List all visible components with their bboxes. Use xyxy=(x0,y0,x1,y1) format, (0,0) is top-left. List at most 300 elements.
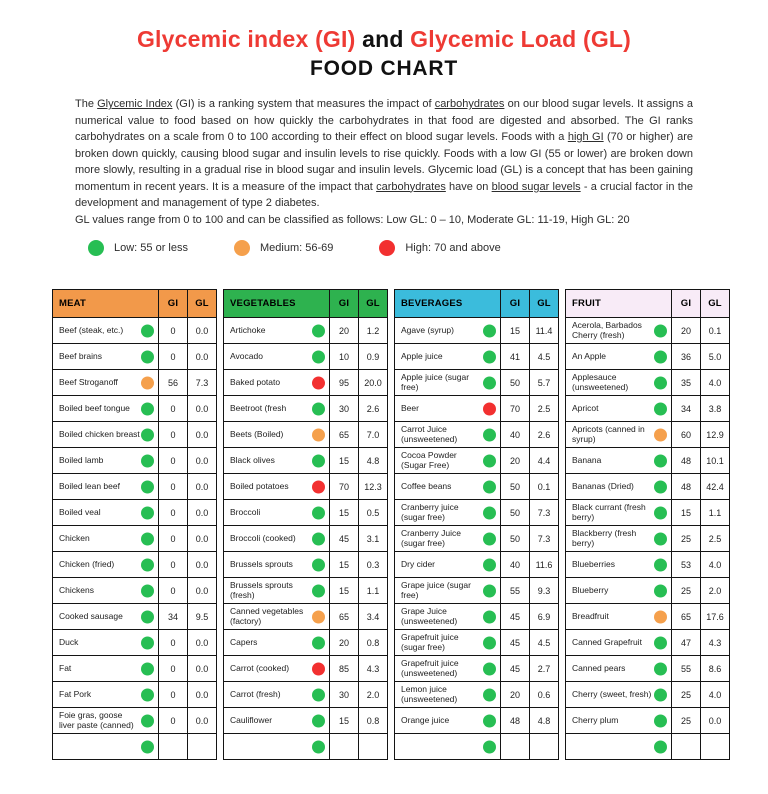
table-row xyxy=(224,370,388,396)
gi-value: 0 xyxy=(159,708,188,734)
food-label-cell xyxy=(53,396,159,422)
table-row xyxy=(566,318,730,344)
food-label-cell xyxy=(224,448,330,474)
food-label: Beets (Boiled) xyxy=(230,428,284,439)
gl-value: 0.0 xyxy=(188,396,217,422)
table-row xyxy=(53,500,217,526)
food-label-cell xyxy=(566,552,672,578)
category-header: BEVERAGES xyxy=(395,290,501,318)
gl-value: 2.0 xyxy=(701,578,730,604)
food-label-cell xyxy=(395,734,501,760)
table-row xyxy=(566,500,730,526)
food-label: Applesauce (unsweetened) xyxy=(572,371,629,392)
food-label-cell xyxy=(224,708,330,734)
food-label-cell xyxy=(566,500,672,526)
gl-value: 3.1 xyxy=(359,526,388,552)
gi-value: 20 xyxy=(330,318,359,344)
food-label: Grapefruit juice (sugar free) xyxy=(401,631,459,652)
legend-item-high xyxy=(379,240,500,256)
gl-value: 0.9 xyxy=(359,344,388,370)
food-label-cell xyxy=(53,448,159,474)
legend-label-high: High: 70 and above xyxy=(405,242,501,254)
food-label-cell xyxy=(53,656,159,682)
gl-value: 4.5 xyxy=(530,630,559,656)
legend-item-low xyxy=(88,240,188,256)
table-row xyxy=(53,344,217,370)
gi-header: GI xyxy=(501,290,530,318)
low-level-dot-icon xyxy=(483,714,496,727)
food-label: Carrot (fresh) xyxy=(230,688,281,699)
underlined-high-gi: high GI xyxy=(567,131,604,143)
gi-value: 20 xyxy=(501,448,530,474)
gl-header: GL xyxy=(701,290,730,318)
gl-value: 5.7 xyxy=(530,370,559,396)
table-row xyxy=(395,682,559,708)
gl-value: 3.4 xyxy=(359,604,388,630)
gi-value: 0 xyxy=(159,396,188,422)
high-level-dot-icon xyxy=(312,662,325,675)
gl-value: 4.0 xyxy=(701,552,730,578)
medium-level-dot-icon xyxy=(654,610,667,623)
food-label-cell xyxy=(395,630,501,656)
table-row xyxy=(395,422,559,448)
low-level-dot-icon xyxy=(141,636,154,649)
low-level-dot-icon xyxy=(483,428,496,441)
food-label: Grape Juice (unsweetened) xyxy=(401,605,458,626)
food-label-cell xyxy=(53,682,159,708)
gl-value: 2.5 xyxy=(701,526,730,552)
gl-value: 0.5 xyxy=(359,500,388,526)
food-label-cell xyxy=(566,344,672,370)
food-label: Banana xyxy=(572,454,602,465)
low-level-dot-icon xyxy=(654,402,667,415)
table-header-row xyxy=(566,290,730,318)
food-label-cell xyxy=(395,682,501,708)
food-label: Cauliflower xyxy=(230,714,273,725)
gl-value: 3.8 xyxy=(701,396,730,422)
gl-value: 1.1 xyxy=(359,578,388,604)
food-label: Cooked sausage xyxy=(59,610,123,621)
food-label-cell xyxy=(395,526,501,552)
gi-value: 70 xyxy=(330,474,359,500)
low-level-dot-icon xyxy=(312,454,325,467)
gl-value: 0.8 xyxy=(359,630,388,656)
food-label: Apricot xyxy=(572,402,599,413)
gl-value: 10.1 xyxy=(701,448,730,474)
page-subtitle: FOOD CHART xyxy=(310,57,458,80)
food-label: Blueberries xyxy=(572,558,615,569)
food-label-cell xyxy=(566,656,672,682)
gl-value: 0.8 xyxy=(359,708,388,734)
food-label: Cocoa Powder (Sugar Free) xyxy=(401,449,457,470)
table-row xyxy=(224,656,388,682)
medium-level-dot-icon xyxy=(654,428,667,441)
gi-value: 15 xyxy=(330,552,359,578)
food-label: Duck xyxy=(59,636,79,647)
gl-value: 0.0 xyxy=(188,656,217,682)
gl-value: 2.7 xyxy=(530,656,559,682)
food-label: Bananas (Dried) xyxy=(572,480,634,491)
gl-value: 0.0 xyxy=(188,578,217,604)
gl-value: 7.3 xyxy=(188,370,217,396)
gl-value: 0.0 xyxy=(188,318,217,344)
food-label-cell xyxy=(566,734,672,760)
table-row xyxy=(53,396,217,422)
table-row xyxy=(224,630,388,656)
food-label-cell xyxy=(224,370,330,396)
food-label: Brussels sprouts xyxy=(230,558,293,569)
food-label-cell xyxy=(53,370,159,396)
food-label: Canned vegetables (factory) xyxy=(230,605,304,626)
table-row xyxy=(566,578,730,604)
food-label-cell xyxy=(53,500,159,526)
table-row xyxy=(395,578,559,604)
gi-value: 48 xyxy=(672,474,701,500)
gl-value: 12.9 xyxy=(701,422,730,448)
food-label: Carrot (cooked) xyxy=(230,662,290,673)
food-label-cell xyxy=(224,656,330,682)
low-level-dot-icon xyxy=(483,610,496,623)
table-row xyxy=(53,656,217,682)
gi-value: 15 xyxy=(330,708,359,734)
low-level-dot-icon xyxy=(141,324,154,337)
food-label: An Apple xyxy=(572,350,607,361)
gl-value: 42.4 xyxy=(701,474,730,500)
gl-value: 0.0 xyxy=(188,500,217,526)
low-level-dot-icon xyxy=(312,740,325,753)
low-level-dot-icon xyxy=(141,506,154,519)
low-level-dot-icon xyxy=(654,324,667,337)
underlined-carbohydrates-1: carbohydrates xyxy=(434,98,505,110)
table-row xyxy=(53,682,217,708)
food-label-cell xyxy=(224,578,330,604)
food-label: Beer xyxy=(401,402,419,413)
low-level-dot-icon xyxy=(654,584,667,597)
food-label: Baked potato xyxy=(230,376,281,387)
low-level-dot-icon xyxy=(483,376,496,389)
gi-value: 53 xyxy=(672,552,701,578)
gl-value: 5.0 xyxy=(701,344,730,370)
food-label-cell xyxy=(224,500,330,526)
table-row xyxy=(395,552,559,578)
gi-value: 50 xyxy=(501,474,530,500)
food-label-cell xyxy=(395,422,501,448)
gi-value: 15 xyxy=(330,500,359,526)
gl-value: 7.3 xyxy=(530,526,559,552)
gl-value: 6.9 xyxy=(530,604,559,630)
low-level-dot-icon xyxy=(312,558,325,571)
gi-value: 20 xyxy=(672,318,701,344)
gl-value: 8.6 xyxy=(701,656,730,682)
table-row xyxy=(566,474,730,500)
food-label: Grape juice (sugar free) xyxy=(401,579,471,600)
gl-value: 7.3 xyxy=(530,500,559,526)
gi-value: 55 xyxy=(501,578,530,604)
gl-range-line: GL values range from 0 to 100 and can be classified as follows: Low GL: 0 – 10, Moderate GL: 11-19, High GL: 20 xyxy=(75,213,630,226)
gl-value: 4.0 xyxy=(701,370,730,396)
food-label: Boiled potatoes xyxy=(230,480,289,491)
food-label-cell xyxy=(566,526,672,552)
food-label-cell xyxy=(224,318,330,344)
gl-value: 2.0 xyxy=(359,682,388,708)
food-label: Cherry plum xyxy=(572,714,619,725)
gi-value: 40 xyxy=(501,552,530,578)
table-row xyxy=(566,734,730,760)
food-label: Acerola, Barbados Cherry (fresh) xyxy=(572,319,642,340)
food-label: Cranberry juice (sugar free) xyxy=(401,501,459,522)
table-row xyxy=(566,604,730,630)
gl-value: 0.0 xyxy=(188,448,217,474)
food-label: Boiled veal xyxy=(59,506,101,517)
table-row xyxy=(566,370,730,396)
food-label: Canned pears xyxy=(572,662,626,673)
gi-header: GI xyxy=(672,290,701,318)
table-row xyxy=(53,604,217,630)
medium-level-dot-icon xyxy=(312,428,325,441)
low-level-dot-icon xyxy=(654,662,667,675)
gi-value xyxy=(672,734,701,760)
gl-value: 4.3 xyxy=(701,630,730,656)
food-label-cell xyxy=(395,396,501,422)
gi-value: 60 xyxy=(672,422,701,448)
low-level-dot-icon xyxy=(483,584,496,597)
gi-value: 20 xyxy=(330,630,359,656)
medium-level-dot-icon xyxy=(234,240,250,256)
food-tables xyxy=(52,289,730,760)
category-header: FRUIT xyxy=(566,290,672,318)
low-level-dot-icon xyxy=(141,480,154,493)
table-row xyxy=(224,604,388,630)
food-label-cell xyxy=(566,396,672,422)
table-row xyxy=(395,448,559,474)
low-level-dot-icon xyxy=(141,662,154,675)
table-row xyxy=(224,448,388,474)
food-label-cell xyxy=(566,708,672,734)
table-row xyxy=(224,396,388,422)
gl-value: 0.6 xyxy=(530,682,559,708)
low-level-dot-icon xyxy=(141,740,154,753)
food-label-cell xyxy=(53,422,159,448)
food-label: Blackberry (fresh berry) xyxy=(572,527,637,548)
gl-value: 0.1 xyxy=(530,474,559,500)
table-row xyxy=(53,474,217,500)
low-level-dot-icon xyxy=(141,688,154,701)
gi-value xyxy=(330,734,359,760)
gi-value: 45 xyxy=(501,604,530,630)
food-label: Dry cider xyxy=(401,558,436,569)
table-row xyxy=(224,526,388,552)
food-label: Beef (steak, etc.) xyxy=(59,324,124,335)
gi-value: 0 xyxy=(159,318,188,344)
high-level-dot-icon xyxy=(483,402,496,415)
vegetables-table xyxy=(223,289,388,760)
gl-value xyxy=(188,734,217,760)
food-label-cell xyxy=(395,448,501,474)
table-row xyxy=(53,370,217,396)
table-row xyxy=(53,552,217,578)
food-label-cell xyxy=(395,708,501,734)
gi-value: 0 xyxy=(159,656,188,682)
gi-value: 70 xyxy=(501,396,530,422)
table-row xyxy=(566,656,730,682)
gl-value: 0.0 xyxy=(188,630,217,656)
food-label-cell xyxy=(566,630,672,656)
gi-value: 65 xyxy=(330,604,359,630)
food-label-cell xyxy=(395,578,501,604)
table-row xyxy=(53,318,217,344)
food-label: Lemon juice (unsweetened) xyxy=(401,683,458,704)
food-label: Apple juice xyxy=(401,350,443,361)
gi-value: 36 xyxy=(672,344,701,370)
fruit-table xyxy=(565,289,730,760)
low-level-dot-icon xyxy=(483,740,496,753)
gl-value: 1.1 xyxy=(701,500,730,526)
gi-header: GI xyxy=(330,290,359,318)
food-label-cell xyxy=(53,708,159,734)
gi-value: 50 xyxy=(501,500,530,526)
gl-value: 11.4 xyxy=(530,318,559,344)
low-level-dot-icon xyxy=(654,636,667,649)
food-label-cell xyxy=(224,734,330,760)
food-label: Brussels sprouts (fresh) xyxy=(230,579,293,600)
food-label-cell xyxy=(53,474,159,500)
food-label: Chicken xyxy=(59,532,90,543)
gi-value: 34 xyxy=(672,396,701,422)
low-level-dot-icon xyxy=(654,558,667,571)
gl-value xyxy=(530,734,559,760)
table-row xyxy=(224,578,388,604)
food-label-cell xyxy=(224,682,330,708)
food-label-cell xyxy=(566,474,672,500)
gi-value: 25 xyxy=(672,682,701,708)
gi-value: 0 xyxy=(159,552,188,578)
high-level-dot-icon xyxy=(312,480,325,493)
low-level-dot-icon xyxy=(483,324,496,337)
low-level-dot-icon xyxy=(312,324,325,337)
table-row xyxy=(566,708,730,734)
underlined-carbohydrates-2: carbohydrates xyxy=(376,180,446,193)
beverages-table xyxy=(394,289,559,760)
food-label: Broccoli xyxy=(230,506,261,517)
food-label-cell xyxy=(566,578,672,604)
gi-value: 45 xyxy=(330,526,359,552)
food-label-cell xyxy=(53,734,159,760)
food-label: Fat xyxy=(59,662,72,673)
gl-value: 0.0 xyxy=(188,344,217,370)
gi-value: 0 xyxy=(159,526,188,552)
low-level-dot-icon xyxy=(141,558,154,571)
underlined-blood-sugar-levels: blood sugar levels xyxy=(491,180,581,193)
food-label-cell xyxy=(395,500,501,526)
food-label: Apricots (canned in syrup) xyxy=(572,423,645,444)
table-row xyxy=(224,344,388,370)
gl-value: 0.0 xyxy=(188,552,217,578)
food-label: Breadfruit xyxy=(572,610,609,621)
food-label: Agave (syrup) xyxy=(401,324,454,335)
gl-value: 7.0 xyxy=(359,422,388,448)
gl-value: 4.8 xyxy=(359,448,388,474)
low-level-dot-icon xyxy=(141,350,154,363)
food-label-cell xyxy=(53,578,159,604)
low-level-dot-icon xyxy=(483,454,496,467)
food-label: Black currant (fresh berry) xyxy=(572,501,646,522)
food-label: Avocado xyxy=(230,350,263,361)
low-level-dot-icon xyxy=(312,402,325,415)
meat-table xyxy=(52,289,217,760)
table-row xyxy=(224,318,388,344)
high-level-dot-icon xyxy=(379,240,395,256)
gi-value: 15 xyxy=(501,318,530,344)
low-level-dot-icon xyxy=(141,584,154,597)
food-label: Black olives xyxy=(230,454,275,465)
food-label: Capers xyxy=(230,636,258,647)
food-label: Beef brains xyxy=(59,350,102,361)
table-row xyxy=(224,422,388,448)
low-level-dot-icon xyxy=(141,610,154,623)
title-red-part1: Glycemic index (GI) xyxy=(136,26,363,52)
food-label: Artichoke xyxy=(230,324,266,335)
gl-value: 2.5 xyxy=(530,396,559,422)
gl-value: 4.8 xyxy=(530,708,559,734)
gl-value: 0.0 xyxy=(188,474,217,500)
gi-value: 0 xyxy=(159,344,188,370)
table-row xyxy=(395,396,559,422)
table-row xyxy=(395,708,559,734)
food-label-cell xyxy=(224,552,330,578)
high-level-dot-icon xyxy=(312,376,325,389)
low-level-dot-icon xyxy=(654,480,667,493)
table-row xyxy=(53,448,217,474)
gi-value: 20 xyxy=(501,682,530,708)
table-row xyxy=(395,734,559,760)
food-label-cell xyxy=(53,344,159,370)
food-label: Chicken (fried) xyxy=(59,558,115,569)
page-title xyxy=(0,26,768,53)
gi-value: 25 xyxy=(672,578,701,604)
gi-value: 65 xyxy=(330,422,359,448)
table-row xyxy=(224,682,388,708)
gi-value: 48 xyxy=(501,708,530,734)
gl-value xyxy=(701,734,730,760)
table-header-row xyxy=(224,290,388,318)
gi-value: 0 xyxy=(159,474,188,500)
low-level-dot-icon xyxy=(483,480,496,493)
gl-value: 11.6 xyxy=(530,552,559,578)
gi-value: 34 xyxy=(159,604,188,630)
food-label-cell xyxy=(566,682,672,708)
table-row xyxy=(53,708,217,734)
gi-value: 48 xyxy=(672,448,701,474)
gi-value: 41 xyxy=(501,344,530,370)
table-row xyxy=(566,526,730,552)
gl-value: 1.2 xyxy=(359,318,388,344)
table-row xyxy=(224,734,388,760)
gi-value: 15 xyxy=(330,578,359,604)
low-level-dot-icon xyxy=(141,714,154,727)
food-label-cell xyxy=(224,344,330,370)
gl-header: GL xyxy=(530,290,559,318)
low-level-dot-icon xyxy=(654,454,667,467)
gi-value: 95 xyxy=(330,370,359,396)
low-level-dot-icon xyxy=(483,532,496,545)
gl-header: GL xyxy=(359,290,388,318)
gl-header: GL xyxy=(188,290,217,318)
table-row xyxy=(395,656,559,682)
food-label-cell xyxy=(53,318,159,344)
gl-value: 0.1 xyxy=(701,318,730,344)
table-row xyxy=(566,682,730,708)
gi-value: 0 xyxy=(159,422,188,448)
